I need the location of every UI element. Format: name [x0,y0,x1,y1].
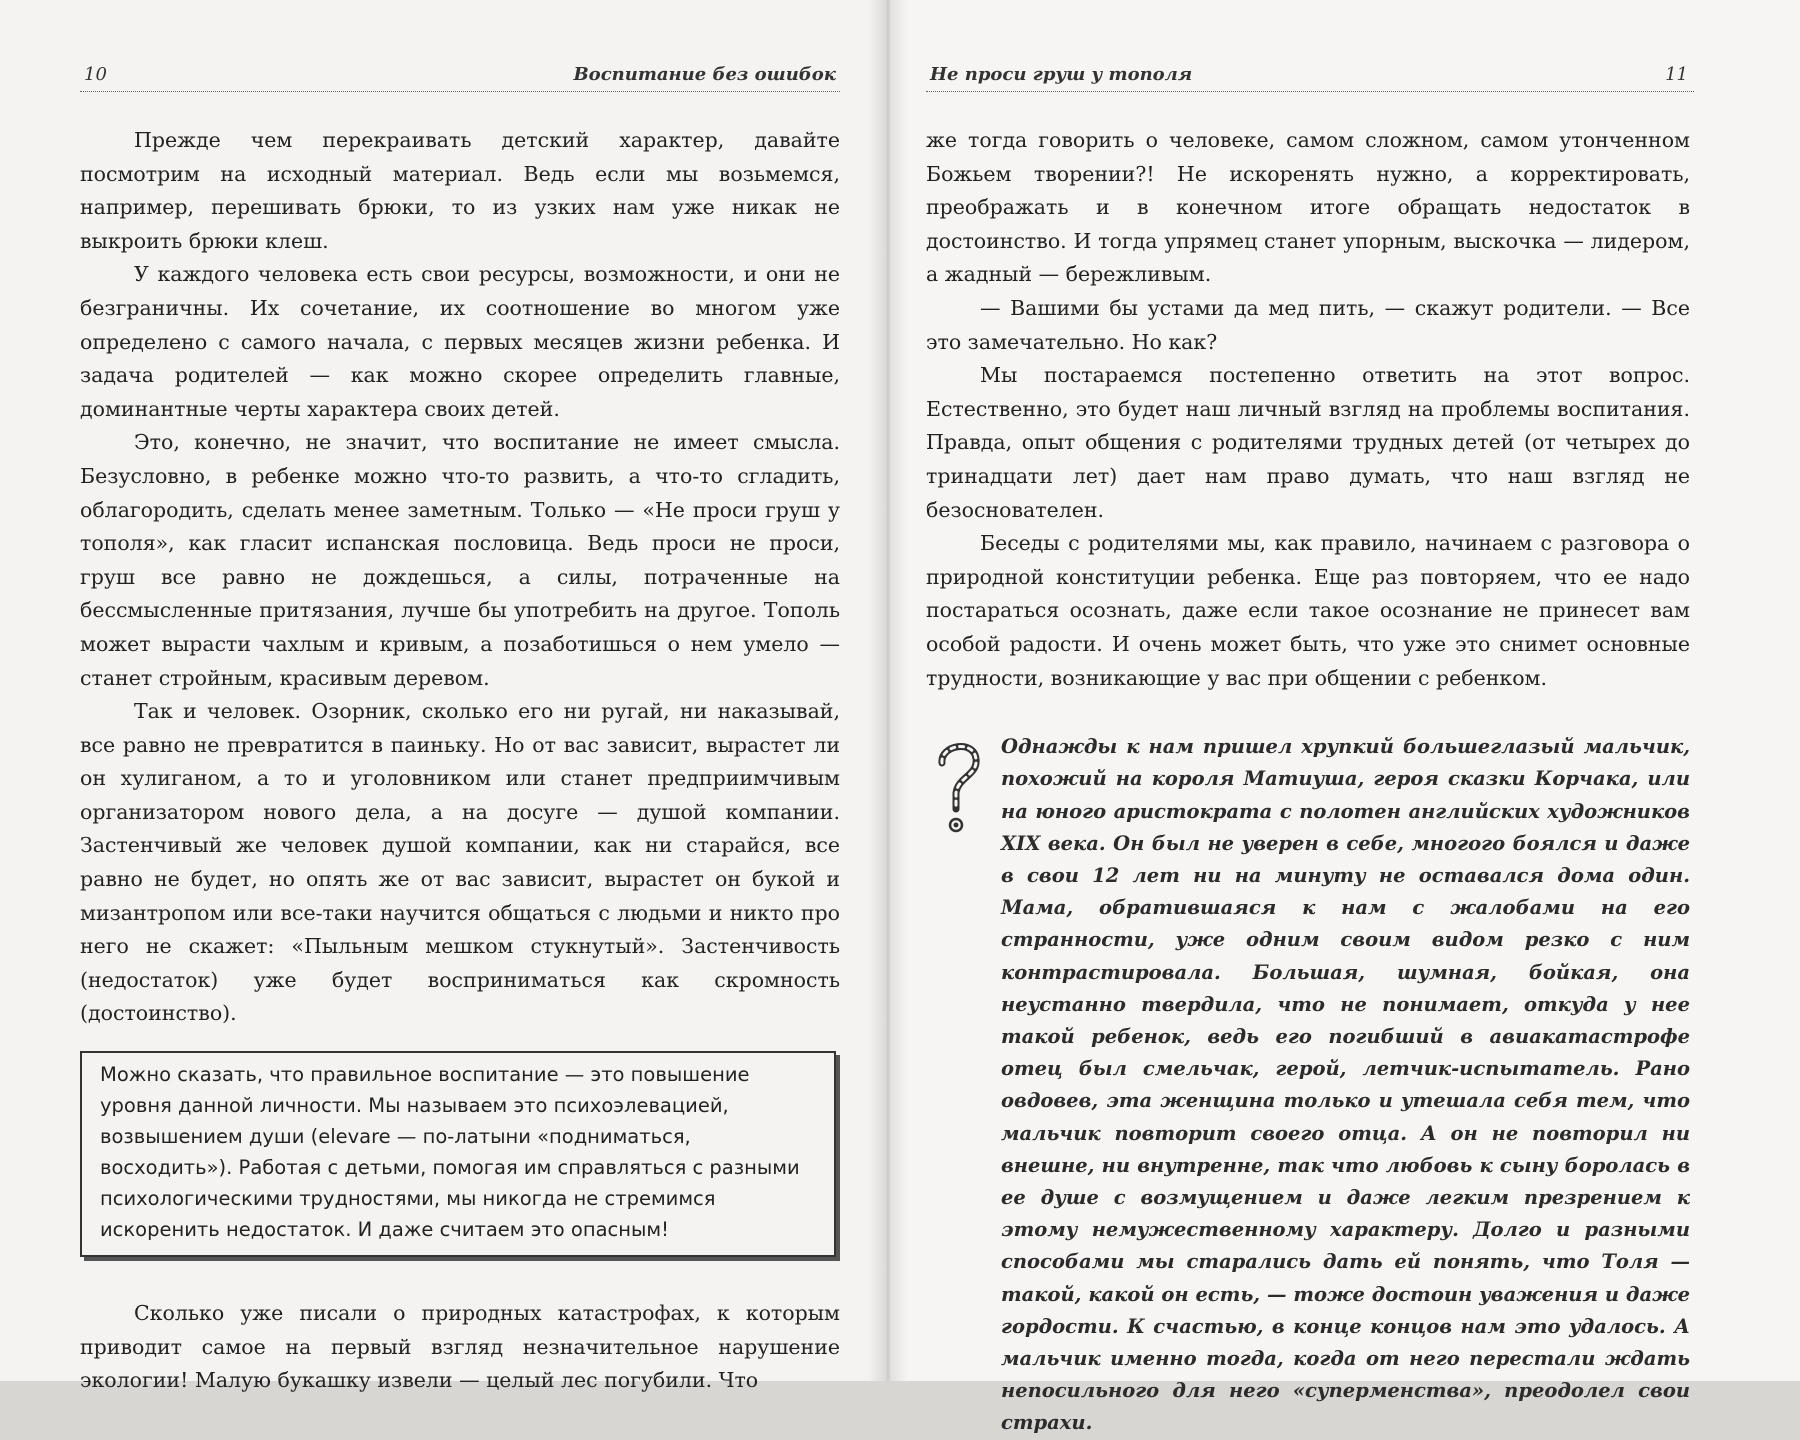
left-page [0,0,888,1393]
page-number: 11 [1665,64,1688,85]
paragraph: Это, конечно, не значит, что воспитание не имеет смысла. Безусловно, в ребенке можно что-то развить, а что-то сгладить, облагородить, сделать менее заметным. Только — «Не проси груш у тополя», как гласит испанская пословица. Ведь проси не проси, груш все равно не дождешься, а силы, потраченные на бессмысленные притязания, лучше бы употребить на другое. Тополь может вырасти чахлым и кривым, а позаботишься о нем умело — станет стройным, красивым деревом. [80,430,840,690]
running-title: Не проси груш у тополя [930,64,1193,85]
paragraph: У каждого человека есть свои ресурсы, возможности, и они не безграничны. Их сочетание, их соотношение во многом уже определено с самого начала, с первых месяцев жизни ребенка. И задача родителей — как можно скорее определить главные, доминантные черты характера своих детей. [80,262,840,421]
paragraph: Беседы с родителями мы, как правило, начинаем с разговора о природной конституции ребенка. Еще раз повторяем, что ее надо постараться осознать, даже если такое осознание не принесет вам особой радости. И очень может быть, что уже это снимет основные трудности, возникающие у вас при общении с ребенком. [926,531,1690,690]
paragraph: — Вашими бы устами да мед пить, — скажут родители. — Все это замечательно. Но как? [926,295,1690,354]
highlight-box [80,1051,836,1257]
highlight-box-text: Можно сказать, что правильное воспитание — это повышение уровня данной личности. Мы называем это психоэлевацией, возвышением души (elevare — по-латыни «подниматься, восходить»). Работая с детьми, помогая им справляться с разными психологическими трудностями, мы никогда не стремимся искоренить недостаток. И даже считаем это опасным! [100,1063,800,1242]
right-page-body [926,124,1690,1440]
paragraph: Сколько уже писали о природных катастрофах, к которым приводит самое на первый взгляд незначительное нарушение экологии! Малую букашку извели — целый лес погубили. Что [80,1301,840,1393]
book-gutter [868,0,908,1381]
paragraph: Прежде чем перекраивать детский характер, давайте посмотрим на исходный материал. Ведь если мы возьмемся, например, перешивать брюки, то из узких нам уже никак не выкроить брюки клеш. [80,128,840,253]
paragraph: Так и человек. Озорник, сколько его ни ругай, ни наказывай, все равно не превратится в паиньку. Но от вас зависит, вырастет ли он хулиганом, а то и уголовником или станет предприимчивым организатором нового дела, а на досуге — душой компании. Застенчивый же человек душой компании, как ни старайся, все равно не будет, но опять же от вас зависит, вырастет он букой и мизантропом или все-таки научится общаться с людьми и никто про него не скажет: «Пыльным мешком стукнутый». Застенчивость (недостаток) уже будет восприниматься как скромность (достоинство). [80,699,840,1026]
case-study [926,731,1690,1439]
running-title: Воспитание без ошибок [573,64,836,85]
left-page-body [80,124,840,1398]
page-number: 10 [84,64,107,85]
left-page-header [80,62,840,92]
paragraph-continuation: же тогда говорить о человеке, самом сложном, самом утонченном Божьем творении?! Не искоренять нужно, а корректировать, преображать и в конечном итоге обращать недостаток в достоинство. И тогда упрямец станет упорным, выскочка — лидером, а жадный — бережливым. [926,128,1690,287]
right-page [888,0,1800,1435]
case-study-text: Однажды к нам пришел хрупкий большеглазый мальчик, похожий на короля Матиуша, героя сказки Корчака, или на юного аристократа с полотен английских художников XIX века. Он был не уверен в себе, многого боялся и даже в свои 12 лет ни на минуту не оставался дома один. Мама, обратившаяся к нам с жалобами на его странности, уже одним своим видом резко с ним контрастировала. Большая, шумная, бойкая, она неустанно твердила, что не понимает, откуда у нее такой ребенок, ведь его погибший в авиакатастрофе отец был смельчак, герой, летчик-испытатель. Рано овдовев, эта женщина только и утешала себя тем, что мальчик повторит своего отца. А он не повторил ни внешне, ни внутренне, так что любовь к сыну боролась в ее душе с возмущением и даже легким презрением к этому немужественному характеру. Долго и разными способами мы старались дать ей понять, что Толя — такой, какой он есть, — тоже достоин уважения и даже гордости. К счастью, в конце концов нам это удалось. А мальчик именно тогда, когда от него перестали ждать непосильного для него «суперменства», преодолел свои страхи. [1001,735,1690,1435]
paragraph: Мы постараемся постепенно ответить на этот вопрос. Естественно, это будет наш личный взгляд на проблемы воспитания. Правда, опыт общения с родителями трудных детей (от четырех до тринадцати лет) дает нам право думать, что наш взгляд не безоснователен. [926,363,1690,522]
right-page-header [926,62,1694,92]
question-mark-icon [934,737,982,837]
